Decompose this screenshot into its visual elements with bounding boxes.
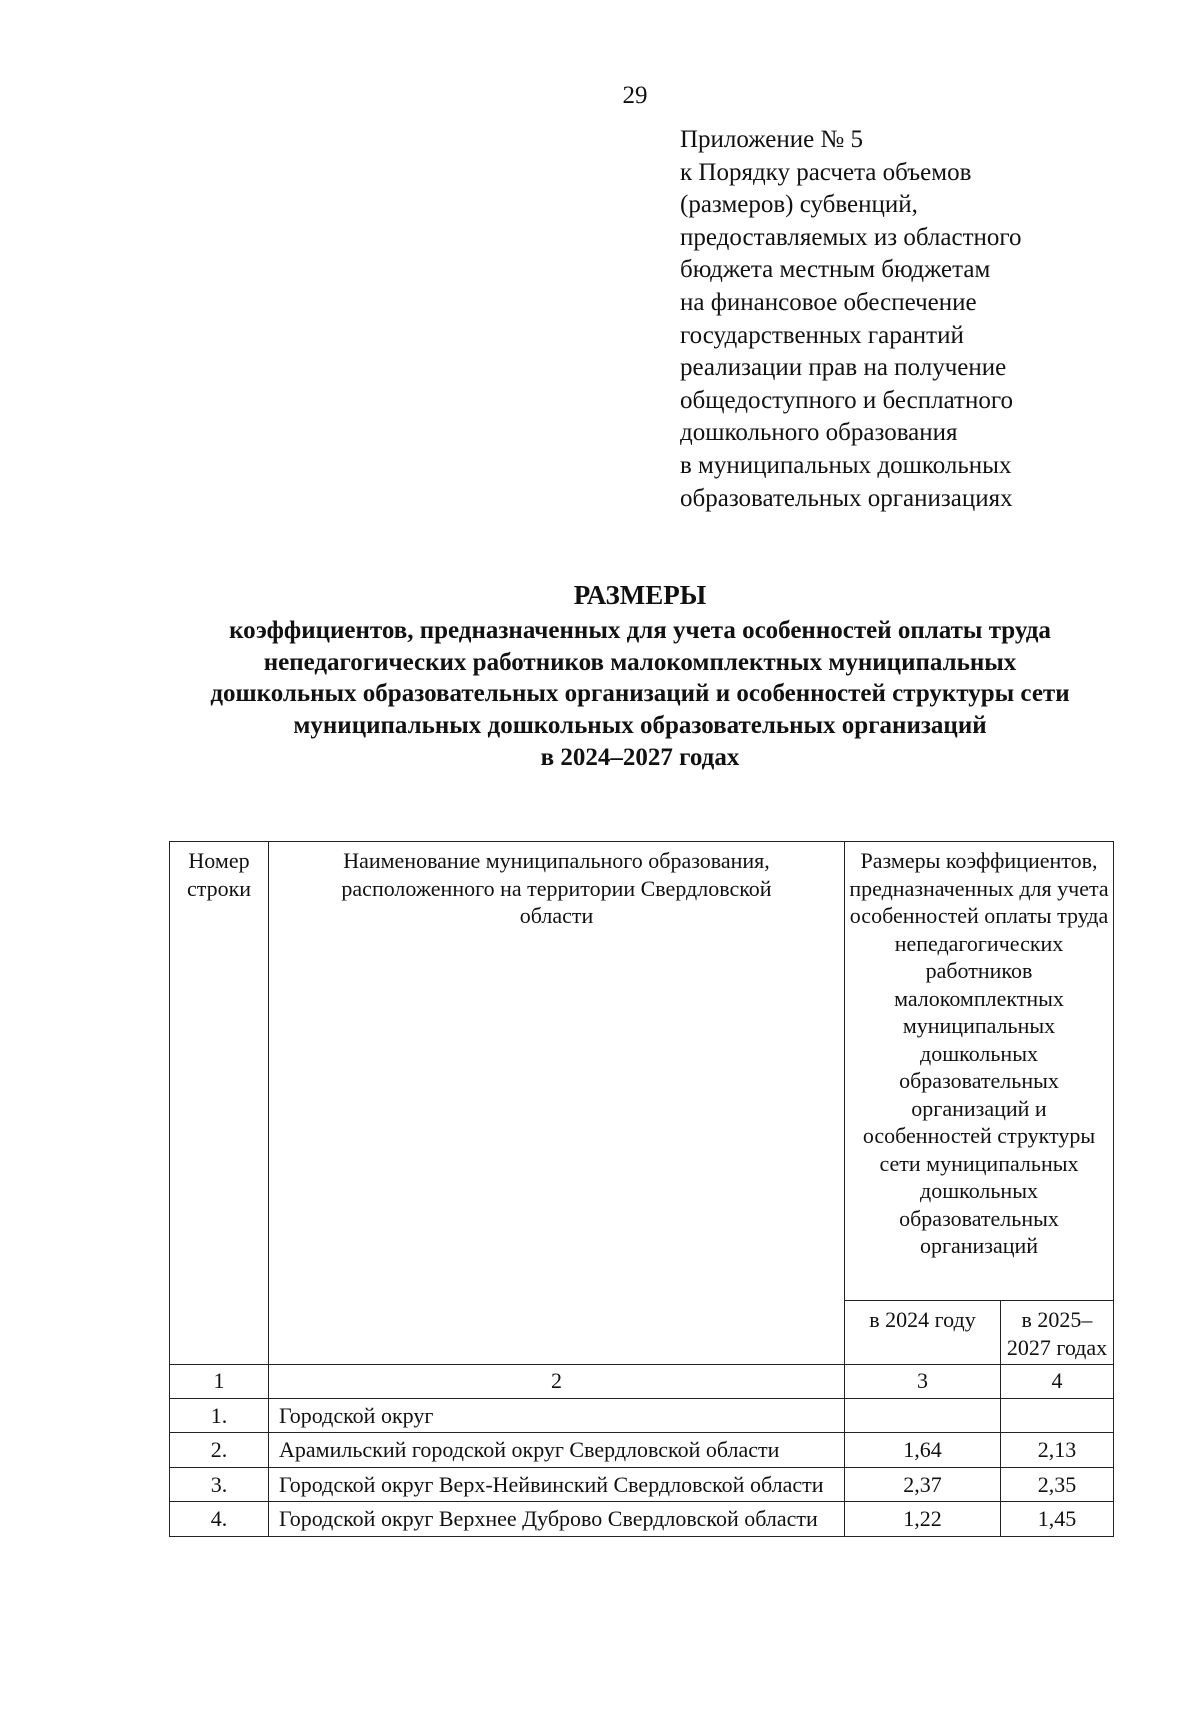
header-year-2025-2027: в 2025–2027 годах (1001, 1301, 1114, 1365)
row-number: 1. (170, 1398, 269, 1433)
value-2024: 1,64 (845, 1433, 1001, 1468)
municipality-name: Городской округ (269, 1398, 845, 1433)
header-row-number: Номер строки (170, 842, 269, 1365)
appendix-line: в муниципальных дошкольных (680, 451, 1012, 479)
column-number: 2 (269, 1365, 845, 1399)
column-number: 3 (845, 1365, 1001, 1399)
table-header-row (170, 842, 1114, 1301)
title-line: непедагогических работников малокомплектных муниципальных (263, 648, 1017, 676)
column-number: 4 (1001, 1365, 1114, 1399)
value-2024: 1,22 (845, 1502, 1001, 1537)
value-2024 (845, 1398, 1001, 1433)
title-line: муниципальных дошкольных образовательных организаций (293, 712, 987, 740)
appendix-line: (размеров) субвенций, (680, 191, 918, 219)
table-row (170, 1398, 1114, 1433)
municipality-name: Городской округ Верхнее Дуброво Свердловской области (269, 1502, 845, 1537)
appendix-line: бюджета местным бюджетам (680, 256, 991, 284)
appendix-line: государственных гарантий (680, 321, 964, 349)
row-number: 4. (170, 1502, 269, 1537)
value-2025-2027: 2,35 (1001, 1467, 1114, 1502)
document-title (110, 580, 1170, 774)
appendix-line: предоставляемых из областного (680, 223, 1022, 251)
appendix-line: к Порядку расчета объемов (680, 158, 972, 186)
title-line: дошкольных образовательных организаций и особенностей структуры сети (210, 680, 1070, 708)
column-number-row (170, 1365, 1114, 1399)
title-main: РАЗМЕРЫ (573, 580, 707, 610)
municipality-name: Городской округ Верх-Нейвинский Свердловской области (269, 1467, 845, 1502)
appendix-line: Приложение № 5 (680, 126, 864, 153)
appendix-line: дошкольного образования (680, 419, 958, 447)
value-2025-2027 (1001, 1398, 1114, 1433)
municipality-name: Арамильский городской округ Свердловской области (269, 1433, 845, 1468)
value-2024: 2,37 (845, 1467, 1001, 1502)
appendix-line: общедоступного и бесплатного (680, 386, 1013, 414)
row-number: 3. (170, 1467, 269, 1502)
column-number: 1 (170, 1365, 269, 1399)
table-row (170, 1467, 1114, 1502)
title-line: коэффициентов, предназначенных для учета особенностей оплаты труда (229, 616, 1051, 644)
header-municipality-name: Наименование муниципального образования, расположенного на территории Свердловской области (269, 842, 845, 1365)
title-line: в 2024–2027 годах (540, 743, 740, 771)
appendix-line: реализации прав на получение (680, 354, 1007, 382)
header-coefficients: Размеры коэффициентов, предназначенных для учета особенностей оплаты труда непедагогических работников малокомплектных муниципальных дошкольных образовательных организаций и особенностей структуры сети муниципальных дошкольных образовательных организаций (845, 842, 1114, 1301)
table-row (170, 1433, 1114, 1468)
value-2025-2027: 2,13 (1001, 1433, 1114, 1468)
table-row (170, 1502, 1114, 1537)
appendix-line: на финансовое обеспечение (680, 288, 977, 316)
coefficients-table (169, 841, 1114, 1537)
page-number: 29 (622, 82, 648, 109)
row-number: 2. (170, 1433, 269, 1468)
appendix-note (680, 124, 1140, 515)
appendix-line: образовательных организациях (680, 484, 1013, 512)
value-2025-2027: 1,45 (1001, 1502, 1114, 1537)
header-year-2024: в 2024 году (845, 1301, 1001, 1365)
